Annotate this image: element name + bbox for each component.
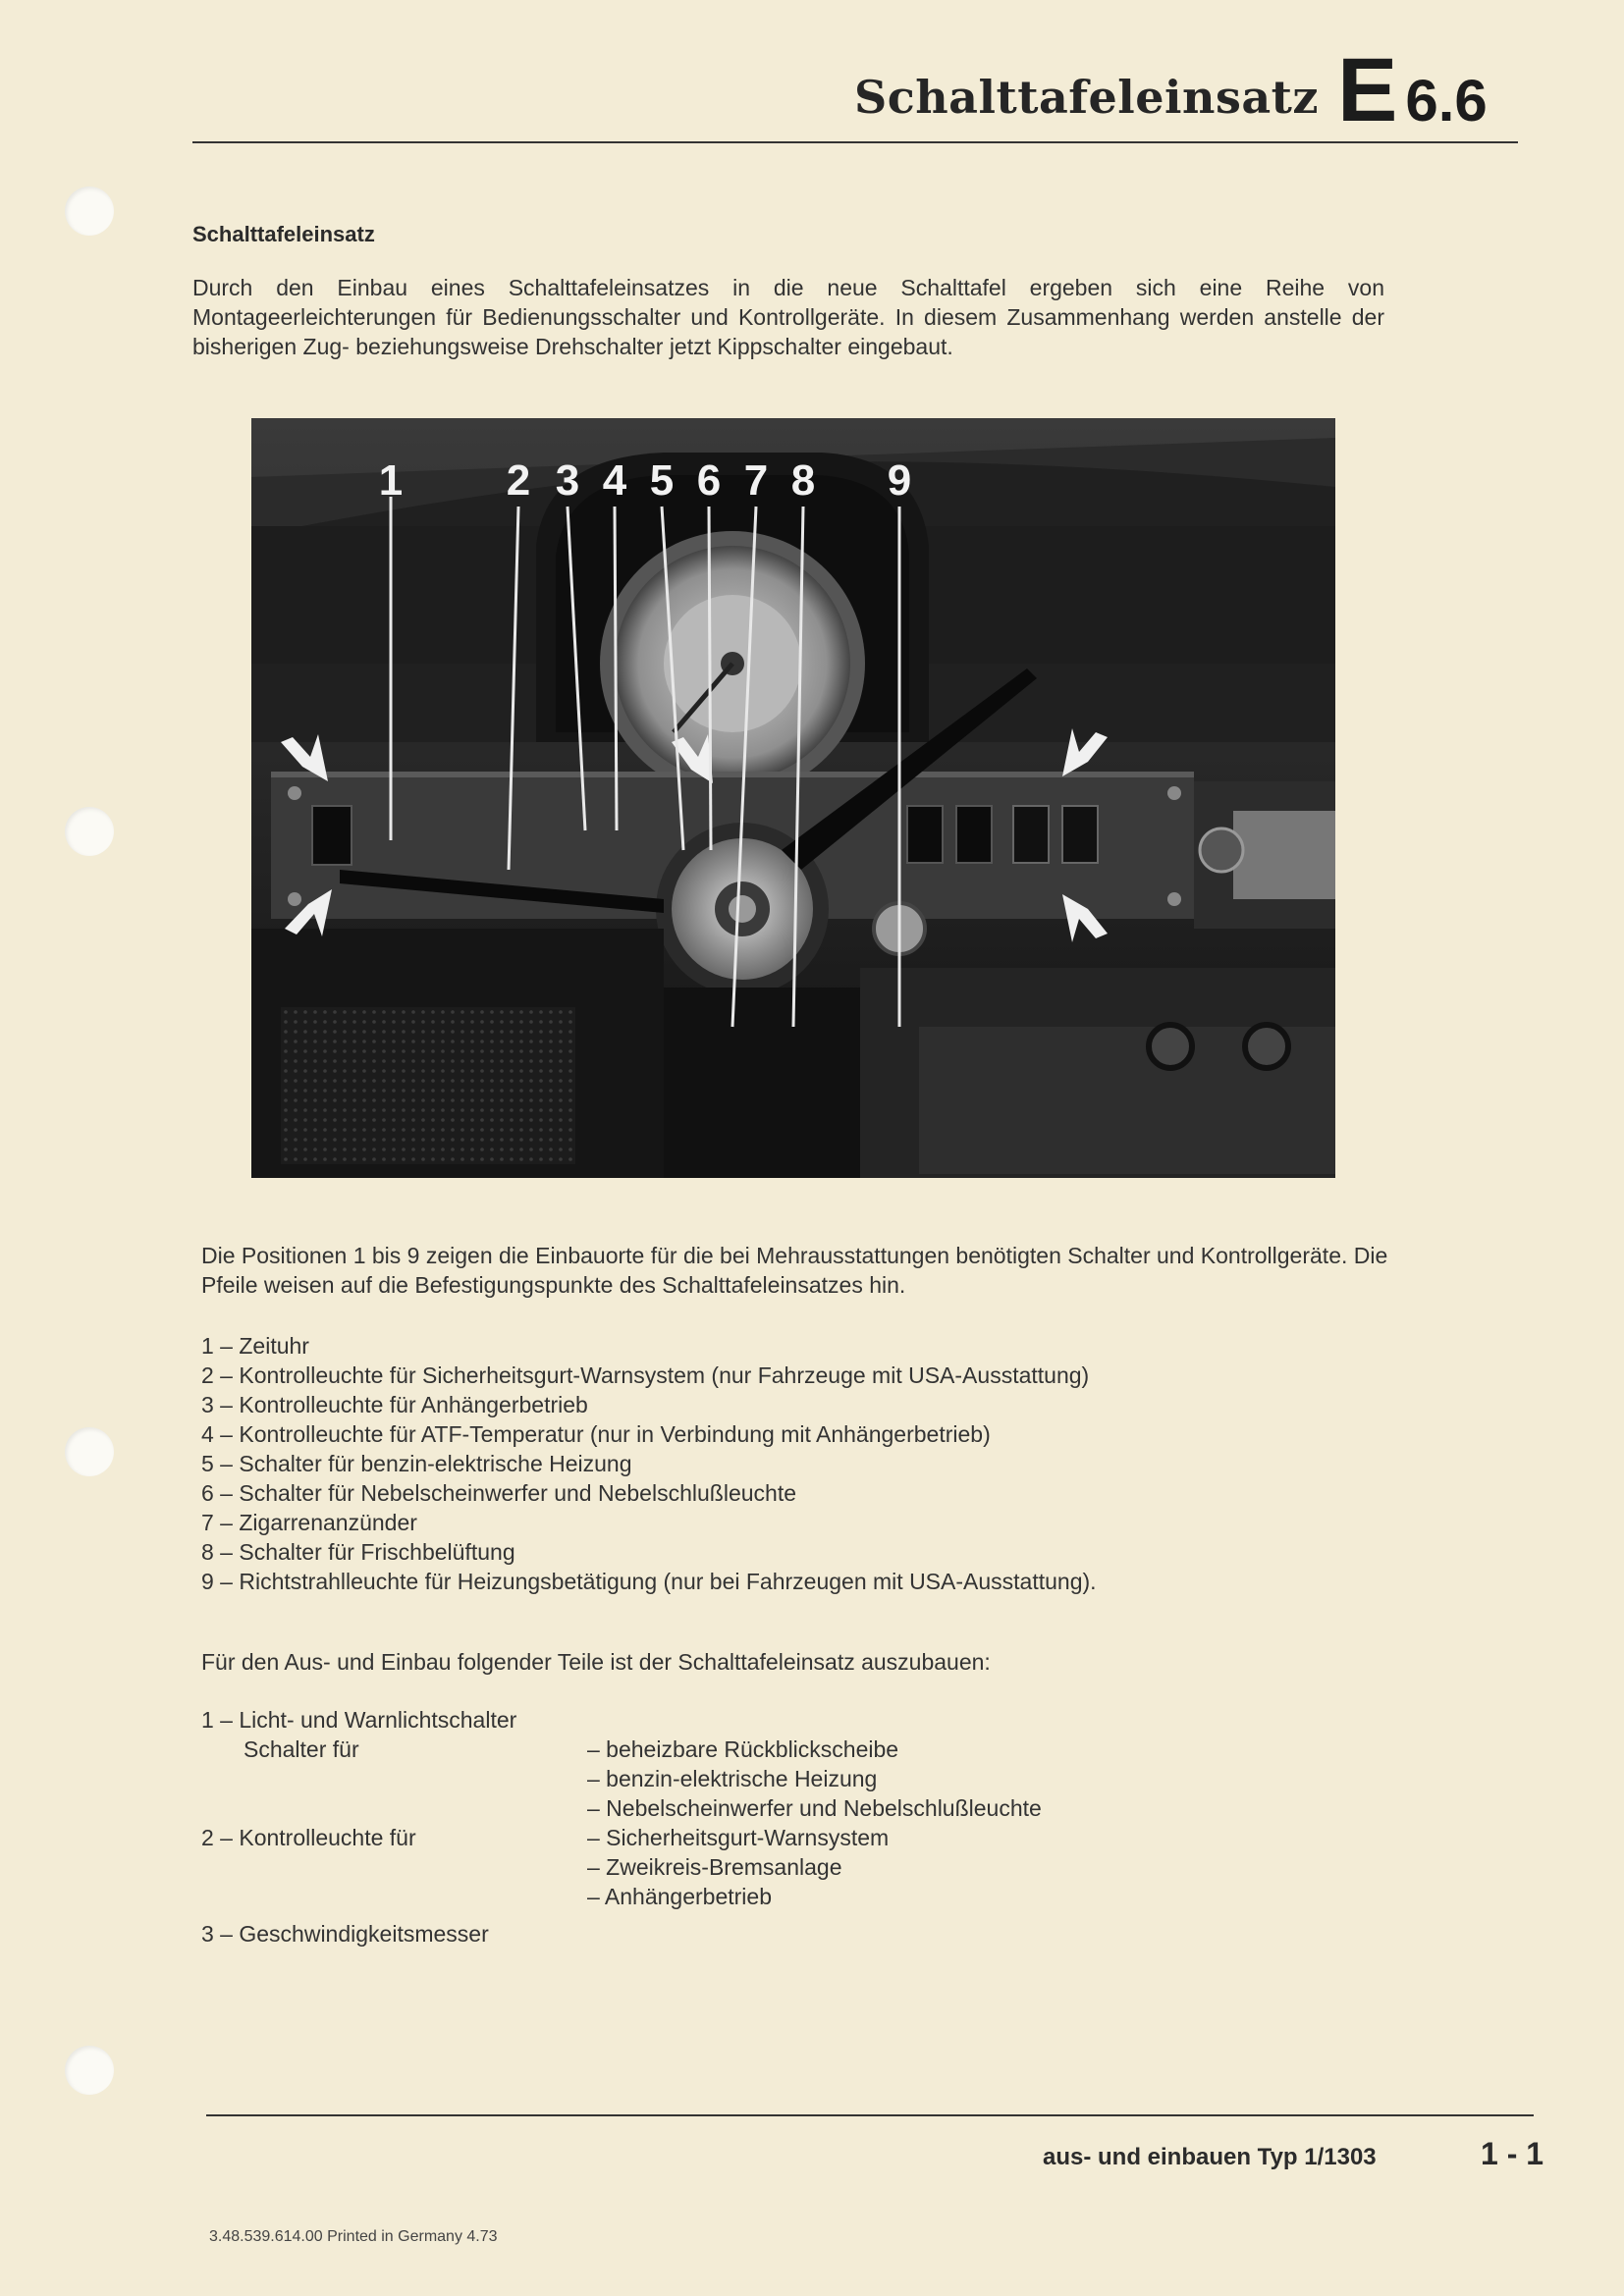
binder-hole <box>65 2046 114 2095</box>
photo-caption: Die Positionen 1 bis 9 zeigen die Einbauorte für die bei Mehrausstattungen benötigten Schalter und Kontrollgeräte. Die Pfeile weisen auf die Befestigungspunkte des Schalttafeleinsatzes hin. <box>201 1243 1388 1298</box>
removal-group-subtitle: Schalter für <box>244 1736 359 1762</box>
photo-callout-2: 2 <box>506 456 531 505</box>
photo-callout-9: 9 <box>887 456 912 505</box>
photo-callout-6: 6 <box>696 456 722 505</box>
legend-item: 3 – Kontrolleuchte für Anhängerbetrieb <box>201 1392 588 1417</box>
removal-item: – Zweikreis-Bremsanlage <box>587 1854 842 1880</box>
removal-item: – benzin-elektrische Heizung <box>587 1766 878 1791</box>
removal-item: – Nebelscheinwerfer und Nebelschlußleuchte <box>587 1795 1042 1821</box>
photo-callout-4: 4 <box>602 456 627 505</box>
photo-callout-5: 5 <box>649 456 675 505</box>
photo-callout-8: 8 <box>790 456 816 505</box>
removal-group <box>201 1823 890 1919</box>
legend-item: 1 – Zeituhr <box>201 1333 309 1359</box>
legend-item: 5 – Schalter für benzin-elektrische Heizung <box>201 1451 632 1476</box>
intro-paragraph: Durch den Einbau eines Schalttafeleinsatzes in die neue Schalttafel ergeben sich eine Reihe von Montageerleichterungen für Bedienungsschalter und Kontrollgeräte. In diesem Zusammenhang werden anstelle der bisherigen Zug- beziehungsweise Drehschalter jetzt Kippschalter eingebaut. <box>192 275 1384 359</box>
removal-group-title: 3 – Geschwindigkeitsmesser <box>201 1921 489 1947</box>
page-title: Schalttafeleinsatz <box>854 71 1320 124</box>
dashboard-photo <box>251 418 1335 1178</box>
photo-callout-3: 3 <box>555 456 580 505</box>
section-code <box>1337 39 1488 142</box>
removal-group-title: 2 – Kontrolleuchte für <box>201 1825 416 1850</box>
print-info: 3.48.539.614.00 Printed in Germany 4.73 <box>209 2228 498 2245</box>
legend-item: 8 – Schalter für Frischbelüftung <box>201 1539 515 1565</box>
removal-item: – Anhängerbetrieb <box>587 1884 772 1909</box>
removal-group <box>201 1919 516 1949</box>
removal-group-items <box>587 1823 889 1911</box>
removal-group-title: 1 – Licht- und Warnlichtschalter <box>201 1707 517 1733</box>
footer-title: aus- und einbauen Typ 1/1303 <box>1043 2144 1377 2170</box>
binder-hole <box>65 807 114 856</box>
legend-item: 4 – Kontrolleuchte für ATF-Temperatur (nur in Verbindung mit Anhängerbetrieb) <box>201 1421 991 1447</box>
legend-item: 7 – Zigarrenanzünder <box>201 1510 417 1535</box>
removal-item: – Sicherheitsgurt-Warnsystem <box>587 1825 890 1850</box>
legend-item: 6 – Schalter für Nebelscheinwerfer und Nebelschlußleuchte <box>201 1480 796 1506</box>
page-number: 1 - 1 <box>1481 2136 1544 2171</box>
removal-group-items <box>587 1735 1042 1823</box>
section-heading: Schalttafeleinsatz <box>192 222 375 246</box>
photo-callout-7: 7 <box>743 456 769 505</box>
position-legend <box>201 1331 1097 1596</box>
removal-group <box>201 1705 1042 1823</box>
removal-list <box>201 1705 1042 1949</box>
section-code-letter: E <box>1337 40 1396 140</box>
removal-intro: Für den Aus- und Einbau folgender Teile ist der Schalttafeleinsatz auszubauen: <box>201 1649 991 1675</box>
header-rule <box>192 141 1518 143</box>
footer-rule <box>206 2114 1534 2116</box>
removal-item: – beheizbare Rückblickscheibe <box>587 1736 899 1762</box>
binder-hole <box>65 187 114 236</box>
section-code-number: 6.6 <box>1405 68 1488 133</box>
photo-callout-1: 1 <box>378 456 404 505</box>
legend-item: 9 – Richtstrahlleuchte für Heizungsbetätigung (nur bei Fahrzeugen mit USA-Ausstattung). <box>201 1569 1097 1594</box>
binder-hole <box>65 1427 114 1476</box>
legend-item: 2 – Kontrolleuchte für Sicherheitsgurt-Warnsystem (nur Fahrzeuge mit USA-Ausstattung) <box>201 1362 1090 1388</box>
